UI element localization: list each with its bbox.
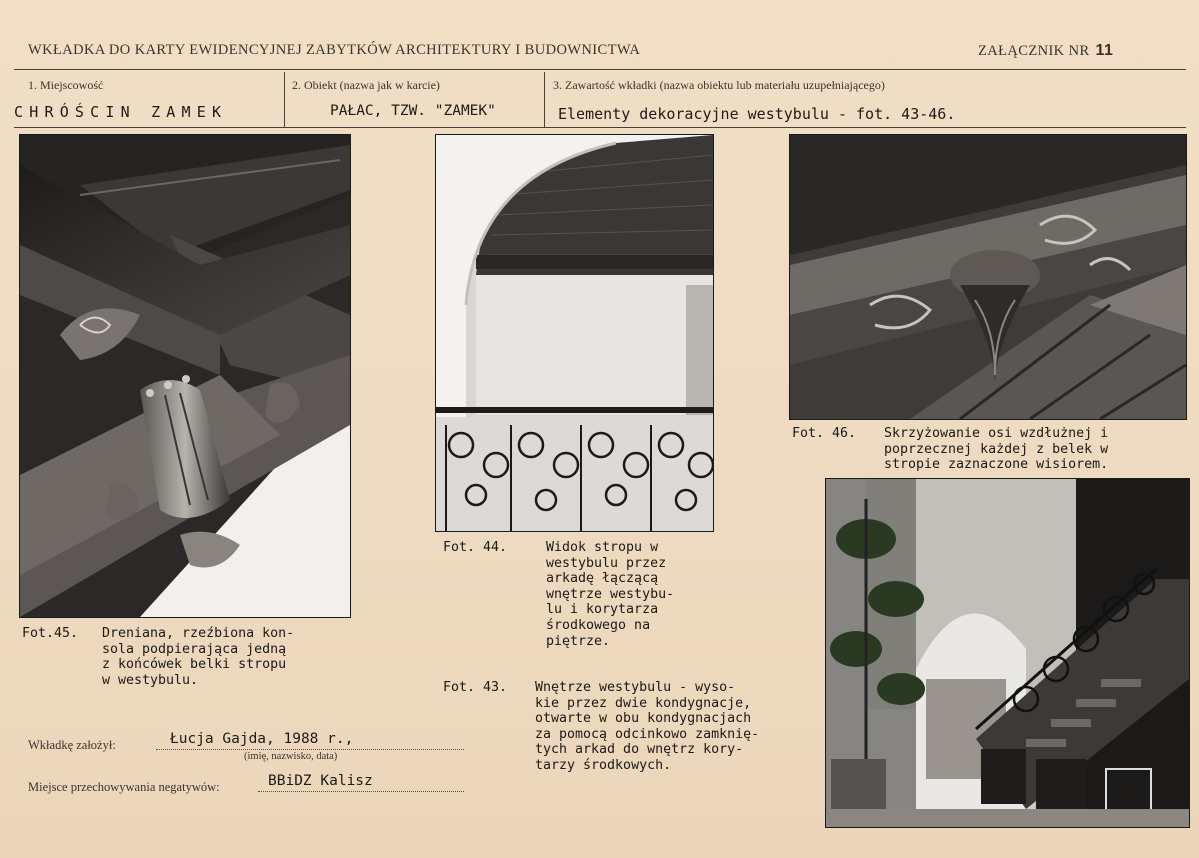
- caption-44-label: Fot. 44.: [443, 540, 508, 555]
- caption-fot-45: [22, 626, 352, 696]
- caption-45-text: Dreniana, rzeźbiona kon- sola podpierająca jedną z końcówek belki stropu w westybulu.: [102, 626, 295, 688]
- header-rule: [14, 69, 1186, 70]
- attachment-label: ZAŁĄCZNIK NR: [978, 43, 1090, 59]
- caption-fot-44: [443, 540, 733, 660]
- field-divider-2: [544, 72, 545, 127]
- field-place-label: 1. Miejscowość: [28, 78, 104, 92]
- caption-43-text: Wnętrze westybulu - wyso- kie przez dwie kondygnacje, otwarte w obu kondygnacjach za pomocą odcinkowo zamknię- tych arkad do wnętrz kory- tarzy środkowych.: [535, 680, 760, 773]
- caption-43-label: Fot. 43.: [443, 680, 508, 695]
- field-divider-1: [284, 72, 285, 127]
- caption-46-label: Fot. 46.: [792, 426, 857, 441]
- attachment-number: [978, 42, 1113, 60]
- field-object-value: PAŁAC, TZW. "ZAMEK": [330, 103, 496, 119]
- field-place-value: CHRÓŚCIN ZAMEK: [14, 103, 228, 121]
- founder-hint: (imię, nazwisko, data): [244, 751, 338, 762]
- founder-line: [156, 749, 464, 750]
- field-contents-value: Elementy dekoracyjne westybulu - fot. 43-46.: [558, 105, 956, 123]
- caption-fot-43: [443, 680, 823, 780]
- card-title: WKŁADKA DO KARTY EWIDENCYJNEJ ZABYTKÓW ARCHITEKTURY I BUDOWNICTWA: [28, 42, 641, 58]
- field-contents-label: 3. Zawartość wkładki (nazwa obiektu lub materiału uzupełniającego): [553, 78, 885, 92]
- photo-46-pendant: [789, 134, 1187, 420]
- attachment-value: 11: [1095, 42, 1114, 59]
- caption-44-text: Widok stropu w westybulu przez arkadę łączącą wnętrze westybu- lu i korytarza środkowego na piętrze.: [546, 540, 675, 649]
- storage-label: Miejsce przechowywania negatywów:: [28, 780, 220, 794]
- photo-44-ceiling: [435, 134, 714, 532]
- storage-value: BBiDZ Kalisz: [268, 773, 373, 789]
- photo-43-vestibule: [825, 478, 1190, 828]
- field-object-label: 2. Obiekt (nazwa jak w karcie): [292, 78, 440, 92]
- founder-value: Łucja Gajda, 1988 r.,: [170, 731, 354, 747]
- caption-45-label: Fot.45.: [22, 626, 79, 641]
- caption-46-text: Skrzyżowanie osi wzdłużnej i poprzecznej każdej z belek w stropie zaznaczone wisiorem.: [884, 426, 1109, 473]
- photo-45-console: [19, 134, 351, 618]
- caption-fot-46: [792, 426, 1187, 476]
- fields-rule: [14, 127, 1186, 128]
- founder-label: Wkładkę założył:: [28, 738, 116, 752]
- storage-line: [258, 791, 464, 792]
